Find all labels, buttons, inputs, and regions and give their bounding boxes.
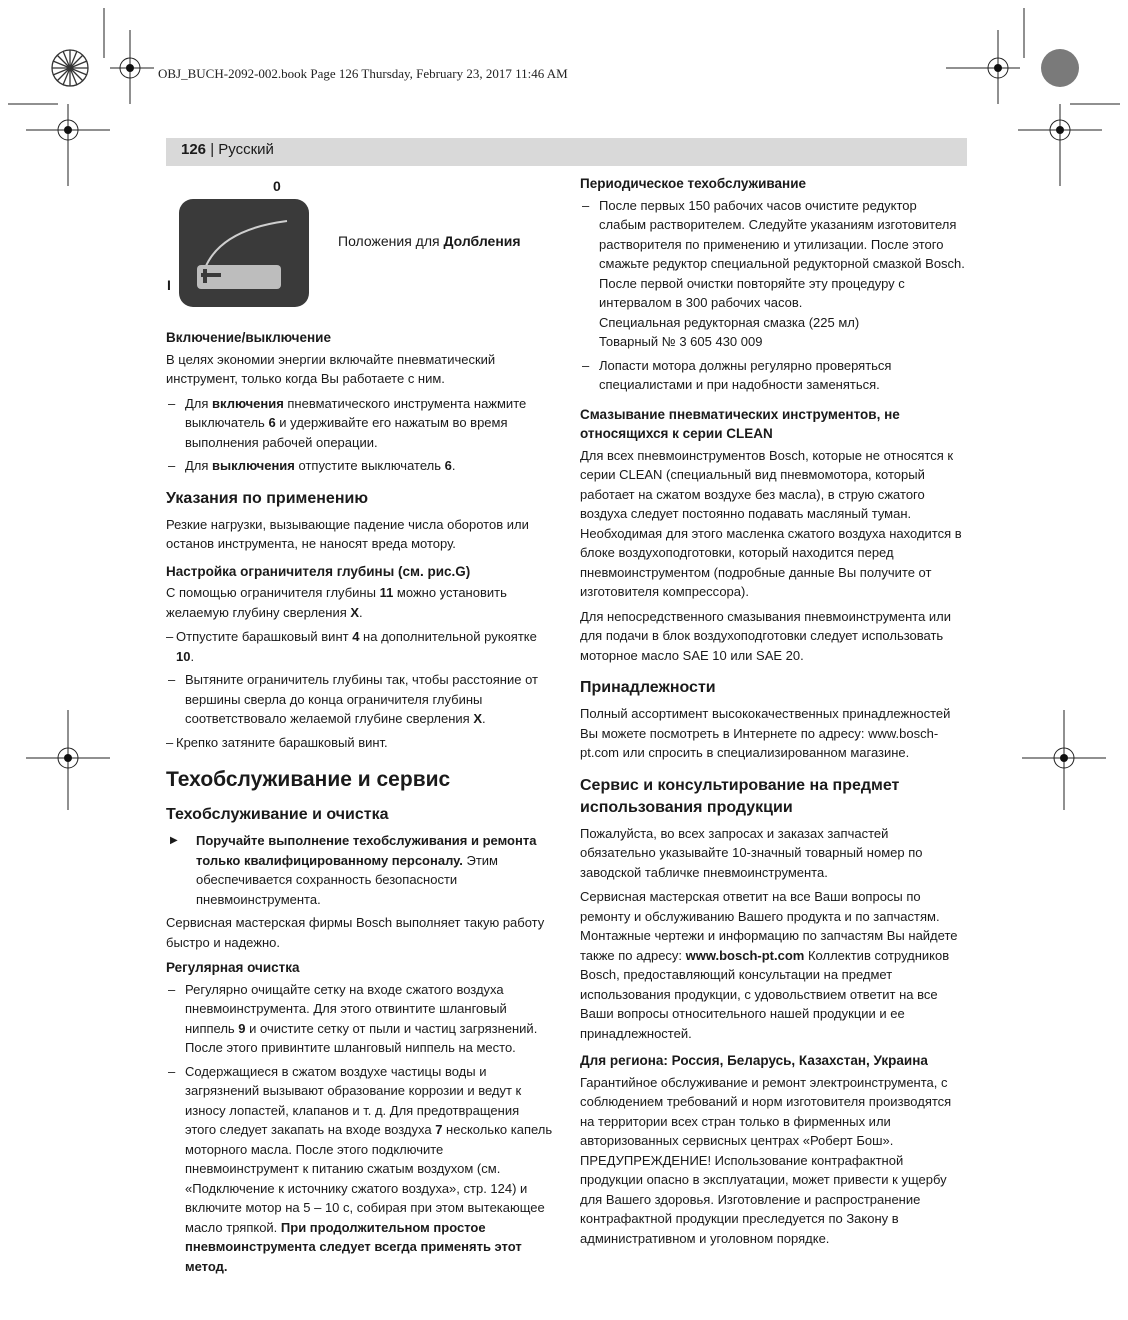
regular-item-2: – Содержащиеся в сжатом воздухе частицы воды и загрязнений вызывают образование коррозии и ведут к износу лопастей, клапанов и т. д. Для предотвращения этого следует закапать на входе воздуха 7 несколько капель моторного масла. После этого подключите пневмоинструмент к питанию сжатым воздухом (см. «Подключение к источнику сжатого воздуха», стр. 124) и включите мотор на 5 – 10 с, собирая при этом вытекающее масло тряпкой. При продолжительном простое пневмоинструмента следует всегда применять этот метод. (168, 1063, 553, 1274)
region-heading: Для региона: Россия, Беларусь, Казахстан, Украина (580, 1053, 928, 1068)
lubrication-heading: Смазывание пневматических инструментов, не относящихся к серии CLEAN (580, 406, 900, 441)
maintenance-title: Техобслуживание и сервис (166, 768, 451, 791)
switch-label-zero: 0 (273, 178, 281, 194)
cleaning-warning: ▶ Поручайте выполнение техобслуживания и ремонта только квалифицированному персоналу. Этим обеспечивается сохранность безопасности пневмоинструмента. (170, 833, 537, 907)
cleaning-workshop: Сервисная мастерская фирмы Bosch выполняет такую работу быстро и надежно. (166, 915, 545, 950)
usage-heading: Указания по применению (166, 489, 368, 507)
region-para-1: Гарантийное обслуживание и ремонт электроинструмента, с соблюдением требований и норм изготовителя производятся на территории всех стран только в фирменных или авторизованных сервисных центрах «Роберт Бош». (580, 1074, 952, 1148)
header-language: Русский (218, 141, 274, 158)
regular-item-1: – Регулярно очищайте сетку на входе сжатого воздуха пневмоинструмента. Для этого отвинтите шланговый ниппель 9 и очистите сетку от пыли и частиц загрязнений. После этого привинтите шланговый ниппель на место. (168, 981, 538, 1055)
periodic-item-2: – Лопасти мотора должны регулярно проверяться специалистами и при надобности заменяться. (582, 357, 892, 392)
header-separator: | (206, 141, 219, 158)
print-slug: OBJ_BUCH-2092-002.book Page 126 Thursday, February 23, 2017 11:46 AM (158, 66, 568, 81)
depth-item-3: – Крепко затяните барашковый винт. (166, 734, 388, 750)
regular-heading: Регулярная очистка (166, 960, 300, 975)
depth-item-2: – Вытяните ограничитель глубины так, чтобы расстояние от вершины сверла до конца ограничителя глубины соответствовало желаемой глубине сверления X. (168, 672, 538, 726)
lubrication-para-2: Для непосредственного смазывания пневмоинструмента или для подачи в блок воздухоподготовки следует использовать моторное масло SAE 10 или SAE 20. (580, 608, 952, 663)
service-heading: Сервис и консультирование на предмет использования продукции (580, 776, 900, 816)
depth-heading: Настройка ограничителя глубины (см. рис.G) (166, 563, 471, 579)
figure-caption: Положения для Долбления (338, 233, 521, 249)
accessories-text: Полный ассортимент высококачественных принадлежностей Вы можете посмотреть в Интернете по адресу: www.bosch-pt.com или спросить в специализированном магазине. (580, 706, 951, 760)
grease-name: Специальная редукторная смазка (225 мл) (599, 314, 860, 330)
depth-intro: С помощью ограничителя глубины 11 можно установить желаемую глубину сверления X. (166, 585, 507, 620)
onoff-item-off: – Для выключения отпустите выключатель 6. (168, 458, 456, 473)
page-header-bar (166, 138, 967, 166)
onoff-intro: В целях экономии энергии включайте пневматический инструмент, только когда Вы работаете с ним. (166, 351, 496, 386)
hammer-mode-icon (179, 199, 309, 307)
onoff-item-on: – Для включения пневматического инструмента нажмите выключатель 6 и удерживайте его нажатым во время выполнения рабочей операции. (168, 395, 527, 450)
lubrication-para-1: Для всех пневмоинструментов Bosch, которые не относятся к серии CLEAN (специальный вид пневмомотора, который работает на сжатом воздухе без масла), в струю сжатого воздуха следует постоянно подавать масляный туман. Необходимая для этого масленка сжатого воздуха находится в блоке воздухоподготовки, который находится перед пневмоинструментом (подробные данные Вы получите от изготовителя компрессора). (580, 447, 962, 599)
onoff-heading: Включение/выключение (166, 330, 331, 345)
switch-label-one: I (167, 277, 171, 293)
periodic-item-1: – После первых 150 рабочих часов очистите редуктор слабым растворителем. Следуйте указаниям изготовителя растворителя по применению и утилизации. После этого смажьте редуктор специальной редукторной смазкой Bosch. После первой очистки повторяйте эту процедуру с интервалом в 300 рабочих часов. Специальная редукторная смазка (225 мл) Товарный № 3 605 430 009 (580, 196, 967, 352)
region-para-2: ПРЕДУПРЕЖДЕНИЕ! Использование контрафактной продукции опасно в эксплуатации, может привести к ущербу для Вашего здоровья. Изготовление и распространение контрафактной продукции преследуется по Закону в административном и уголовном порядке. (580, 1152, 947, 1246)
bullet-arrow-icon: ▶ (170, 835, 178, 846)
service-link[interactable]: www.bosch-pt.com (685, 947, 805, 963)
usage-text: Резкие нагрузки, вызывающие падение числа оборотов или останов инструмента, не наносят вреда мотору. (166, 516, 529, 551)
grease-part-number: Товарный № 3 605 430 009 (599, 334, 763, 349)
service-para-1: Пожалуйста, во всех запросах и заказах запчастей обязательно указывайте 10-значный товарный номер по заводской табличке пневмоинструмента. (580, 825, 923, 880)
right-column (580, 174, 967, 1253)
cleaning-heading: Техобслуживание и очистка (166, 806, 389, 823)
left-column (166, 328, 553, 1280)
periodic-heading: Периодическое техобслуживание (580, 176, 807, 191)
page-header (181, 140, 274, 160)
accessories-heading: Принадлежности (580, 679, 716, 696)
depth-item-1: – Отпустите барашковый винт 4 на дополнительной рукоятке 10. (166, 629, 537, 664)
switch-illustration (179, 199, 309, 307)
service-para-2: Сервисная мастерская ответит на все Ваши вопросы по ремонту и обслуживанию Вашего продукта и по запчастям. Монтажные чертежи и информацию по запчастям Вы найдете также по адресу: www.bosch-pt.com Коллектив сотрудников Bosch, предоставляющий консультации на предмет использования продукции, с удовольствием ответит на все Ваши вопросы относительного нашей продукции и ее принадлежностей. (580, 889, 958, 1041)
page-number: 126 (181, 141, 207, 158)
